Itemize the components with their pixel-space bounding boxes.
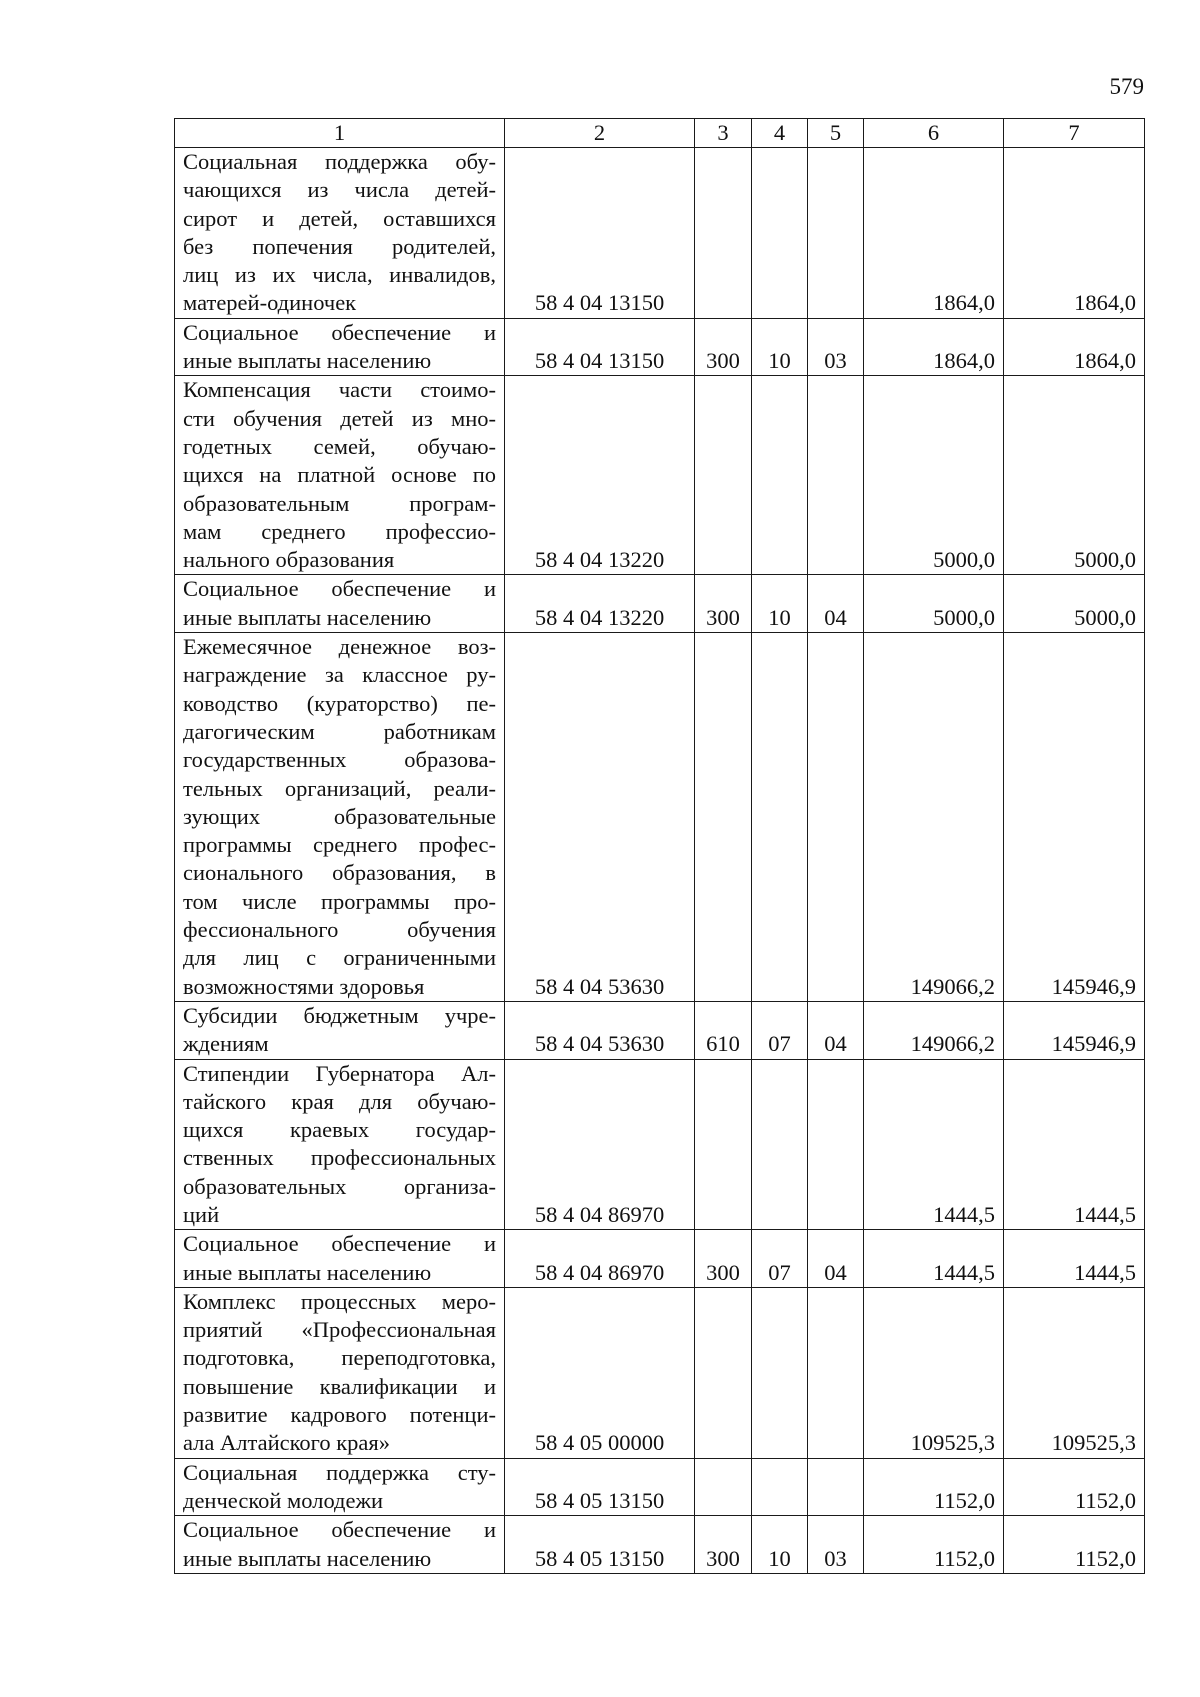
table-row: [175, 633, 1145, 1002]
row-name-cell: [175, 633, 505, 1002]
subsection-cell: 03: [808, 1516, 864, 1574]
row-name-line: щихся на платной основе по: [183, 462, 496, 488]
amount-cell: 145946,9: [1004, 1001, 1145, 1059]
row-name-line: для лиц с ограниченными: [183, 945, 496, 971]
column-header: 3: [695, 119, 752, 148]
column-header: 2: [505, 119, 695, 148]
code-cell: 58 4 05 00000: [505, 1287, 695, 1458]
section-cell: 10: [752, 318, 808, 376]
amount-cell: 5000,0: [864, 575, 1004, 633]
row-name-line: чающихся из числа детей-: [183, 177, 496, 203]
section-cell: [752, 633, 808, 1002]
amount-cell: 5000,0: [864, 376, 1004, 575]
row-name-line: Социальное обеспечение и: [183, 1231, 496, 1257]
section-cell: [752, 1059, 808, 1230]
subsection-cell: 04: [808, 575, 864, 633]
row-name-line: зующих образовательные: [183, 803, 496, 829]
row-name-line: Социальная поддержка сту-: [183, 1459, 496, 1485]
amount-cell: 5000,0: [1004, 376, 1145, 575]
row-name-line: иные выплаты населению: [183, 1259, 432, 1285]
row-name-line: подготовка, переподготовка,: [183, 1345, 496, 1371]
subsection-cell: [808, 633, 864, 1002]
row-name-cell: [175, 1287, 505, 1458]
amount-cell: 109525,3: [1004, 1287, 1145, 1458]
expense-type-cell: [695, 633, 752, 1002]
code-cell: 58 4 04 13220: [505, 575, 695, 633]
row-name-cell: [175, 1458, 505, 1516]
code-cell: 58 4 04 13150: [505, 318, 695, 376]
column-header: 1: [175, 119, 505, 148]
table-row: [175, 1458, 1145, 1516]
section-cell: [752, 376, 808, 575]
row-name-line: сирот и детей, оставшихся: [183, 205, 496, 231]
expense-type-cell: 300: [695, 1516, 752, 1574]
amount-cell: 1864,0: [1004, 148, 1145, 319]
row-name-line: ций: [183, 1201, 220, 1227]
amount-cell: 1864,0: [864, 148, 1004, 319]
row-name-line: иные выплаты населению: [183, 1545, 432, 1571]
column-header: 7: [1004, 119, 1145, 148]
row-name-cell: [175, 1001, 505, 1059]
amount-cell: 1152,0: [864, 1458, 1004, 1516]
row-name-line: тельных организаций, реали-: [183, 775, 496, 801]
code-cell: 58 4 04 53630: [505, 1001, 695, 1059]
row-name-line: Компенсация части стоимо-: [183, 377, 496, 403]
amount-cell: 1152,0: [864, 1516, 1004, 1574]
row-name-line: тайского края для обучаю-: [183, 1088, 496, 1114]
column-header: 6: [864, 119, 1004, 148]
row-name-line: годетных семей, обучаю-: [183, 433, 496, 459]
expense-type-cell: 300: [695, 575, 752, 633]
code-cell: 58 4 05 13150: [505, 1516, 695, 1574]
expense-type-cell: [695, 148, 752, 319]
row-name-line: ственных профессиональных: [183, 1145, 496, 1171]
row-name-line: Социальная поддержка обу-: [183, 149, 496, 174]
row-name-line: матерей-одиночек: [183, 290, 357, 316]
row-name-cell: [175, 376, 505, 575]
subsection-cell: [808, 1287, 864, 1458]
page-number: 579: [1109, 74, 1144, 99]
row-name-line: иные выплаты населению: [183, 348, 432, 374]
subsection-cell: [808, 148, 864, 319]
row-name-line: фессионального обучения: [183, 917, 496, 943]
row-name-line: дагогическим работникам: [183, 718, 496, 744]
row-name-line: сти обучения детей из мно-: [183, 405, 496, 431]
subsection-cell: 04: [808, 1001, 864, 1059]
table-header-row: [175, 119, 1145, 148]
row-name-line: развитие кадрового потенци-: [183, 1402, 496, 1428]
amount-cell: 1444,5: [864, 1059, 1004, 1230]
code-cell: 58 4 04 86970: [505, 1230, 695, 1288]
subsection-cell: [808, 376, 864, 575]
table-row: [175, 1287, 1145, 1458]
table-row: [175, 575, 1145, 633]
subsection-cell: 04: [808, 1230, 864, 1288]
row-name-line: Социальное обеспечение и: [183, 319, 496, 345]
amount-cell: 1444,5: [864, 1230, 1004, 1288]
row-name-line: Ежемесячное денежное воз-: [183, 634, 496, 660]
amount-cell: 109525,3: [864, 1287, 1004, 1458]
expense-type-cell: [695, 1458, 752, 1516]
row-name-line: государственных образова-: [183, 747, 496, 773]
code-cell: 58 4 04 13150: [505, 148, 695, 319]
table-row: [175, 318, 1145, 376]
row-name-line: Социальное обеспечение и: [183, 576, 496, 602]
row-name-cell: [175, 1230, 505, 1288]
row-name-line: Комплекс процессных меро-: [183, 1288, 496, 1314]
row-name-cell: [175, 1516, 505, 1574]
expense-type-cell: [695, 376, 752, 575]
code-cell: 58 4 05 13150: [505, 1458, 695, 1516]
column-header: 4: [752, 119, 808, 148]
row-name-line: возможностями здоровья: [183, 973, 425, 999]
amount-cell: 145946,9: [1004, 633, 1145, 1002]
section-cell: [752, 1458, 808, 1516]
row-name-line: Стипендии Губернатора Ал-: [183, 1060, 496, 1086]
section-cell: 07: [752, 1001, 808, 1059]
row-name-line: образовательных организа-: [183, 1173, 496, 1199]
row-name-line: ководство (кураторство) пе-: [183, 690, 496, 716]
expense-type-cell: 300: [695, 318, 752, 376]
row-name-line: иные выплаты населению: [183, 604, 432, 630]
table-row: [175, 1230, 1145, 1288]
amount-cell: 5000,0: [1004, 575, 1145, 633]
budget-table: [174, 118, 1145, 1574]
amount-cell: 1152,0: [1004, 1458, 1145, 1516]
expense-type-cell: [695, 1287, 752, 1458]
table-row: [175, 376, 1145, 575]
row-name-line: ала Алтайского края»: [183, 1430, 390, 1456]
row-name-cell: [175, 148, 505, 319]
row-name-line: приятий «Профессиональная: [183, 1317, 496, 1343]
code-cell: 58 4 04 86970: [505, 1059, 695, 1230]
subsection-cell: [808, 1458, 864, 1516]
amount-cell: 1444,5: [1004, 1059, 1145, 1230]
code-cell: 58 4 04 13220: [505, 376, 695, 575]
row-name-line: мам среднего профессио-: [183, 518, 496, 544]
row-name-line: ждениям: [183, 1031, 269, 1057]
table-row: [175, 148, 1145, 319]
row-name-line: Социальное обеспечение и: [183, 1517, 496, 1543]
section-cell: 10: [752, 1516, 808, 1574]
section-cell: 07: [752, 1230, 808, 1288]
row-name-cell: [175, 575, 505, 633]
row-name-line: Субсидии бюджетным учре-: [183, 1002, 496, 1028]
section-cell: [752, 148, 808, 319]
section-cell: 10: [752, 575, 808, 633]
expense-type-cell: [695, 1059, 752, 1230]
row-name-cell: [175, 318, 505, 376]
code-cell: 58 4 04 53630: [505, 633, 695, 1002]
row-name-line: без попечения родителей,: [183, 233, 496, 259]
amount-cell: 1152,0: [1004, 1516, 1145, 1574]
row-name-line: сионального образования, в: [183, 860, 496, 886]
amount-cell: 149066,2: [864, 1001, 1004, 1059]
table-row: [175, 1059, 1145, 1230]
row-name-line: щихся краевых государ-: [183, 1117, 496, 1143]
column-header: 5: [808, 119, 864, 148]
row-name-line: том числе программы про-: [183, 888, 496, 914]
row-name-line: награждение за классное ру-: [183, 662, 496, 688]
row-name-cell: [175, 1059, 505, 1230]
expense-type-cell: 300: [695, 1230, 752, 1288]
subsection-cell: [808, 1059, 864, 1230]
amount-cell: 1864,0: [864, 318, 1004, 376]
row-name-line: денческой молодежи: [183, 1487, 384, 1513]
amount-cell: 1864,0: [1004, 318, 1145, 376]
row-name-line: лиц из их числа, инвалидов,: [183, 262, 496, 288]
section-cell: [752, 1287, 808, 1458]
row-name-line: нального образования: [183, 547, 395, 573]
subsection-cell: 03: [808, 318, 864, 376]
amount-cell: 1444,5: [1004, 1230, 1145, 1288]
row-name-line: программы среднего профес-: [183, 832, 496, 858]
row-name-line: образовательным програм-: [183, 490, 496, 516]
amount-cell: 149066,2: [864, 633, 1004, 1002]
table-row: [175, 1001, 1145, 1059]
table-row: [175, 1516, 1145, 1574]
expense-type-cell: 610: [695, 1001, 752, 1059]
row-name-line: повышение квалификации и: [183, 1373, 496, 1399]
